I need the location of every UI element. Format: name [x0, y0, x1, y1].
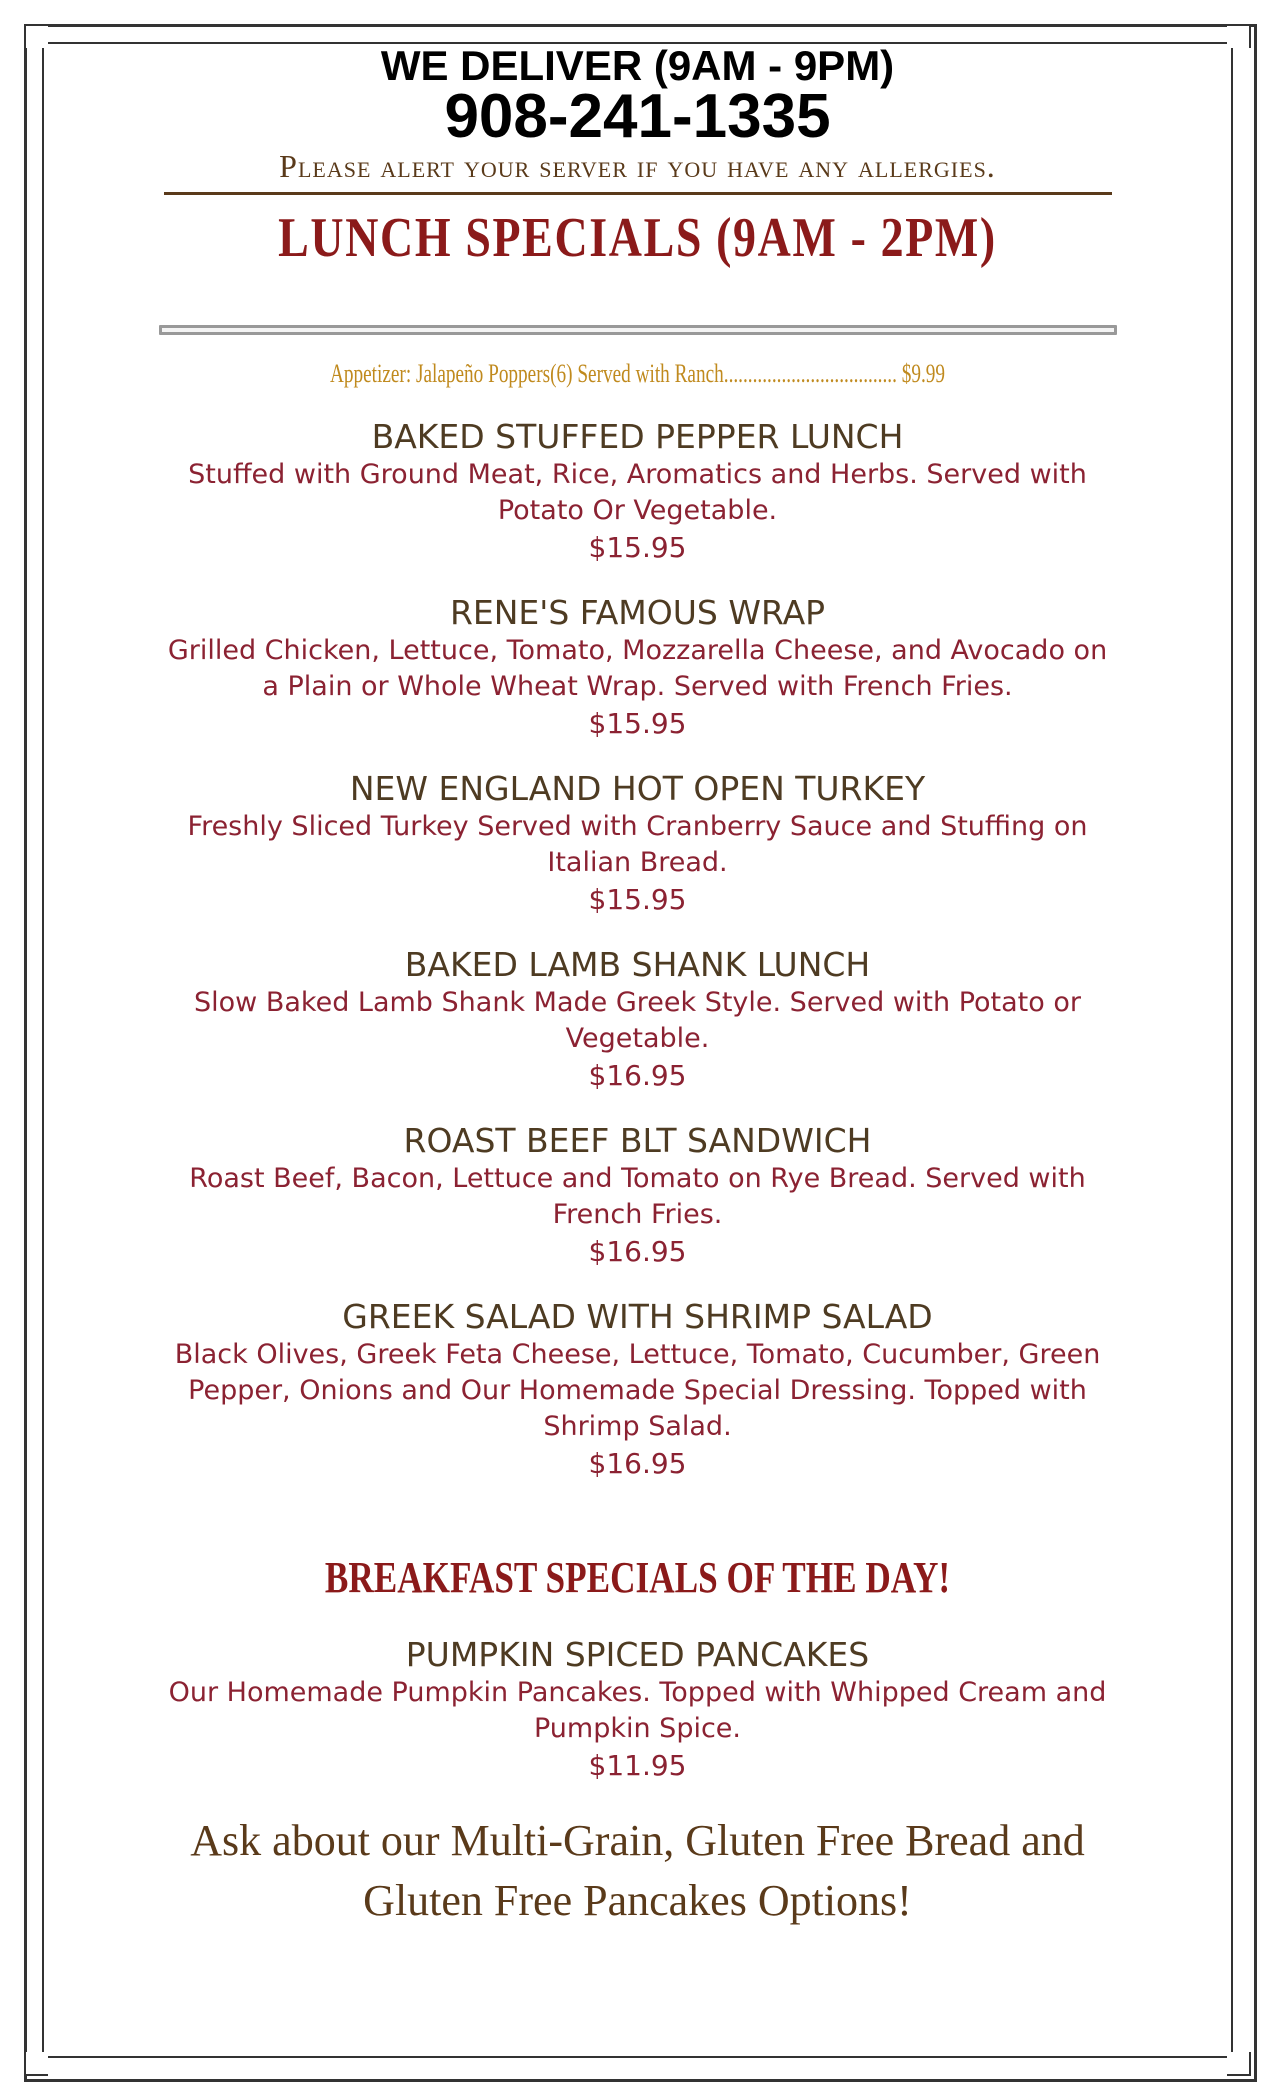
frame-corner-top-left	[24, 24, 48, 48]
menu-item-description: Freshly Sliced Turkey Served with Cranberry Sauce and Stuffing on Italian Bread.	[187, 811, 1088, 878]
menu-item-name: ROAST BEEF BLT SANDWICH	[403, 1121, 872, 1160]
menu-item	[60, 1297, 1215, 1483]
menu-item-price: $15.95	[588, 883, 687, 916]
menu-item-description: Roast Beef, Bacon, Lettuce and Tomato on Rye Bread. Served with French Fries.	[189, 1163, 1086, 1230]
frame-corner-top-right	[1227, 24, 1251, 48]
menu-item-description: Our Homemade Pumpkin Pancakes. Topped with Whipped Cream and Pumpkin Spice.	[168, 1677, 1107, 1744]
breakfast-specials-title: BREAKFAST SPECIALS OF THE DAY!	[324, 1553, 951, 1602]
frame-corner-bottom-left	[24, 2052, 48, 2076]
menu-item-price: $16.95	[588, 1059, 687, 1092]
menu-item-name: GREEK SALAD WITH SHRIMP SALAD	[342, 1297, 933, 1336]
menu-item-name: PUMPKIN SPICED PANCAKES	[405, 1635, 870, 1674]
menu-item-description: Grilled Chicken, Lettuce, Tomato, Mozzarella Cheese, and Avocado on a Plain or Whole Wheat Wrap. Served with French Fries.	[167, 635, 1108, 702]
menu-item	[60, 769, 1215, 919]
section-divider	[159, 325, 1117, 335]
menu-item	[60, 1121, 1215, 1271]
header-divider	[164, 192, 1112, 195]
menu-item-name: RENE'S FAMOUS WRAP	[449, 593, 826, 632]
menu-item	[60, 945, 1215, 1095]
menu-item-description: Black Olives, Greek Feta Cheese, Lettuce, Tomato, Cucumber, Green Pepper, Onions and Our Homemade Special Dressing. Topped with Shrimp Salad.	[174, 1339, 1101, 1442]
menu-item-name: NEW ENGLAND HOT OPEN TURKEY	[349, 769, 926, 808]
lunch-specials-title: LUNCH SPECIALS (9AM - 2PM)	[278, 207, 997, 269]
menu-item	[60, 1635, 1215, 1785]
lunch-items-list	[60, 417, 1215, 1483]
menu-item-price: $15.95	[588, 707, 687, 740]
allergy-notice: Please alert your server if you have any allergies.	[279, 148, 996, 184]
frame-corner-bottom-right	[1227, 2052, 1251, 2076]
menu-item-description: Stuffed with Ground Meat, Rice, Aromatics and Herbs. Served with Potato Or Vegetable.	[188, 459, 1087, 526]
menu-item	[60, 593, 1215, 743]
menu-item-price: $16.95	[588, 1447, 687, 1480]
menu-item-name: BAKED STUFFED PEPPER LUNCH	[371, 417, 904, 456]
delivery-hours: WE DELIVER (9AM - 9PM)	[380, 42, 895, 89]
menu-page	[60, 44, 1215, 1931]
menu-item-price: $11.95	[588, 1749, 687, 1782]
phone-number[interactable]: 908-241-1335	[444, 82, 831, 151]
appetizer-line: Appetizer: Jalapeño Poppers(6) Served with Ranch.................................... $9.99	[329, 359, 946, 388]
menu-item-price: $15.95	[588, 531, 687, 564]
menu-item-price: $16.95	[588, 1235, 687, 1268]
menu-item	[60, 417, 1215, 567]
menu-item-name: BAKED LAMB SHANK LUNCH	[404, 945, 871, 984]
gluten-free-note: Ask about our Multi-Grain, Gluten Free Bread and Gluten Free Pancakes Options!	[190, 1816, 1085, 1925]
menu-item-description: Slow Baked Lamb Shank Made Greek Style. Served with Potato or Vegetable.	[194, 987, 1081, 1054]
